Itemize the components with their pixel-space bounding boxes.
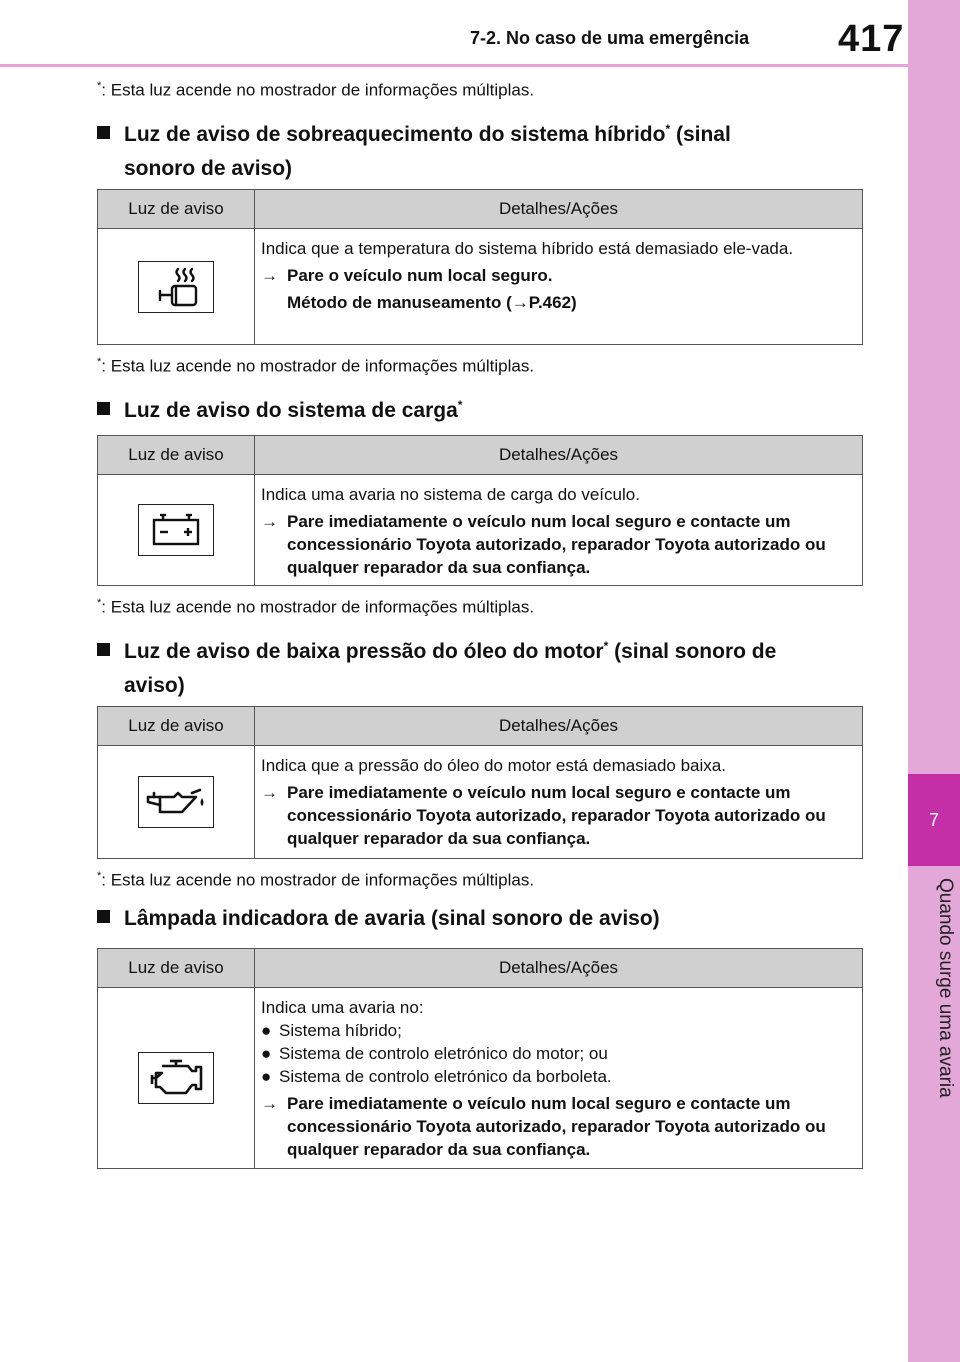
action-text: Pare imediatamente o veículo num local seguro e contacte um concessionário Toyota autorizado, reparador Toyota autorizado ou qualquer reparador da sua confiança. — [287, 1094, 826, 1159]
icon-cell — [98, 229, 255, 344]
heading-text: (sinal — [670, 123, 731, 146]
footnote-text: : Esta luz acende no mostrador de informações múltiplas. — [101, 356, 535, 376]
action-line — [261, 264, 854, 287]
asterisk: * — [97, 870, 102, 882]
asterisk: * — [665, 122, 671, 136]
square-bullet-icon — [97, 402, 110, 415]
footnote-text: : Esta luz acende no mostrador de informações múltiplas. — [101, 80, 535, 100]
check-engine-icon — [138, 1052, 214, 1104]
warning-light-table — [97, 189, 863, 345]
action-text: Pare imediatamente o veículo num local seguro e contacte um concessionário Toyota autorizado, reparador Toyota autorizado ou qualquer reparador da sua confiança. — [287, 512, 826, 577]
action-line — [261, 510, 854, 579]
header-details-actions: Detalhes/Ações — [498, 958, 619, 977]
header-details-actions: Detalhes/Ações — [498, 716, 619, 735]
table-header — [98, 707, 862, 746]
footnote-text: : Esta luz acende no mostrador de informações múltiplas. — [101, 597, 535, 617]
table-row — [98, 475, 862, 585]
bullet-icon: ● — [261, 1021, 272, 1040]
header-warning-light: Luz de aviso — [98, 707, 255, 745]
footnote — [97, 870, 534, 891]
asterisk: * — [97, 356, 102, 368]
page-number: 417 — [838, 18, 905, 60]
square-bullet-icon — [97, 126, 110, 139]
bullet-text: Sistema híbrido; — [279, 1021, 402, 1040]
warning-light-table — [97, 948, 863, 1169]
asterisk: * — [97, 80, 102, 92]
arrow-icon: → — [261, 512, 278, 531]
section-heading — [97, 388, 462, 428]
footnote-text: : Esta luz acende no mostrador de informações múltiplas. — [101, 870, 535, 890]
icon-cell — [98, 475, 255, 585]
battery-charge-icon — [138, 504, 214, 556]
details-cell — [255, 229, 862, 344]
header-warning-light: Luz de aviso — [98, 436, 255, 474]
arrow-icon: → — [261, 1094, 278, 1113]
details-cell — [255, 475, 862, 585]
description-text: Indica uma avaria no: — [261, 998, 424, 1017]
warning-light-table — [97, 706, 863, 859]
heading-text: Lâmpada indicadora de avaria (sinal sonoro de aviso) — [124, 907, 660, 930]
section-heading — [97, 629, 776, 703]
action-line — [261, 1092, 854, 1161]
asterisk: * — [603, 639, 609, 653]
arrow-icon: → — [261, 266, 278, 285]
table-header — [98, 436, 862, 475]
section-heading — [97, 112, 731, 186]
details-cell — [255, 746, 862, 858]
action-text: Pare imediatamente o veículo num local seguro e contacte um concessionário Toyota autorizado, reparador Toyota autorizado ou qualquer reparador da sua confiança. — [287, 783, 826, 848]
heading-text-line2: aviso) — [124, 674, 185, 697]
heading-text: Luz de aviso de sobreaquecimento do sistema híbrido — [124, 123, 666, 146]
bullet-text: Sistema de controlo eletrónico da borboleta. — [279, 1067, 612, 1086]
header-divider — [0, 64, 908, 67]
header-warning-light: Luz de aviso — [98, 190, 255, 228]
description-text: Indica que a temperatura do sistema híbrido está demasiado ele-vada. — [261, 239, 794, 258]
description-text: Indica que a pressão do óleo do motor está demasiado baixa. — [261, 756, 726, 775]
table-header — [98, 949, 862, 988]
details-cell — [255, 988, 862, 1168]
square-bullet-icon — [97, 643, 110, 656]
section-title: 7-2. No caso de uma emergência — [470, 28, 750, 48]
warning-light-table — [97, 435, 863, 586]
heading-text-line2: sonoro de aviso) — [124, 157, 293, 180]
list-item — [261, 1042, 854, 1065]
bullet-text: Sistema de controlo eletrónico do motor; ou — [279, 1044, 608, 1063]
table-row — [98, 746, 862, 858]
footnote — [97, 356, 534, 377]
section-heading — [97, 902, 660, 936]
asterisk: * — [97, 597, 102, 609]
header-details-actions: Detalhes/Ações — [498, 199, 619, 218]
chapter-title: Quando surge uma avaria — [935, 878, 956, 1098]
arrow-icon: → — [261, 783, 278, 802]
bullet-icon: ● — [261, 1067, 272, 1086]
footnote — [97, 597, 534, 618]
list-item — [261, 1019, 854, 1042]
square-bullet-icon — [97, 910, 110, 923]
table-header — [98, 190, 862, 229]
bullet-icon: ● — [261, 1044, 272, 1063]
table-row — [98, 988, 862, 1168]
heading-text: Luz de aviso do sistema de carga — [124, 399, 458, 422]
handling-method-text: Método de manuseamento (→P.462) — [287, 293, 577, 312]
description-text: Indica uma avaria no sistema de carga do veículo. — [261, 485, 640, 504]
footnote — [97, 80, 534, 101]
list-item — [261, 1065, 854, 1088]
chapter-number-tab: 7 — [908, 774, 960, 866]
heading-text: Luz de aviso de baixa pressão do óleo do motor — [124, 640, 604, 663]
oil-pressure-icon — [138, 776, 214, 828]
icon-cell — [98, 988, 255, 1168]
heading-text: (sinal sonoro de — [608, 640, 777, 663]
side-tab-upper — [908, 0, 960, 774]
action-text: Pare o veículo num local seguro. — [287, 266, 553, 285]
icon-cell — [98, 746, 255, 858]
table-row — [98, 229, 862, 344]
header-warning-light: Luz de aviso — [98, 949, 255, 987]
hybrid-overheat-icon — [138, 261, 214, 313]
asterisk: * — [457, 398, 463, 412]
header-details-actions: Detalhes/Ações — [498, 445, 619, 464]
action-line — [261, 781, 854, 850]
